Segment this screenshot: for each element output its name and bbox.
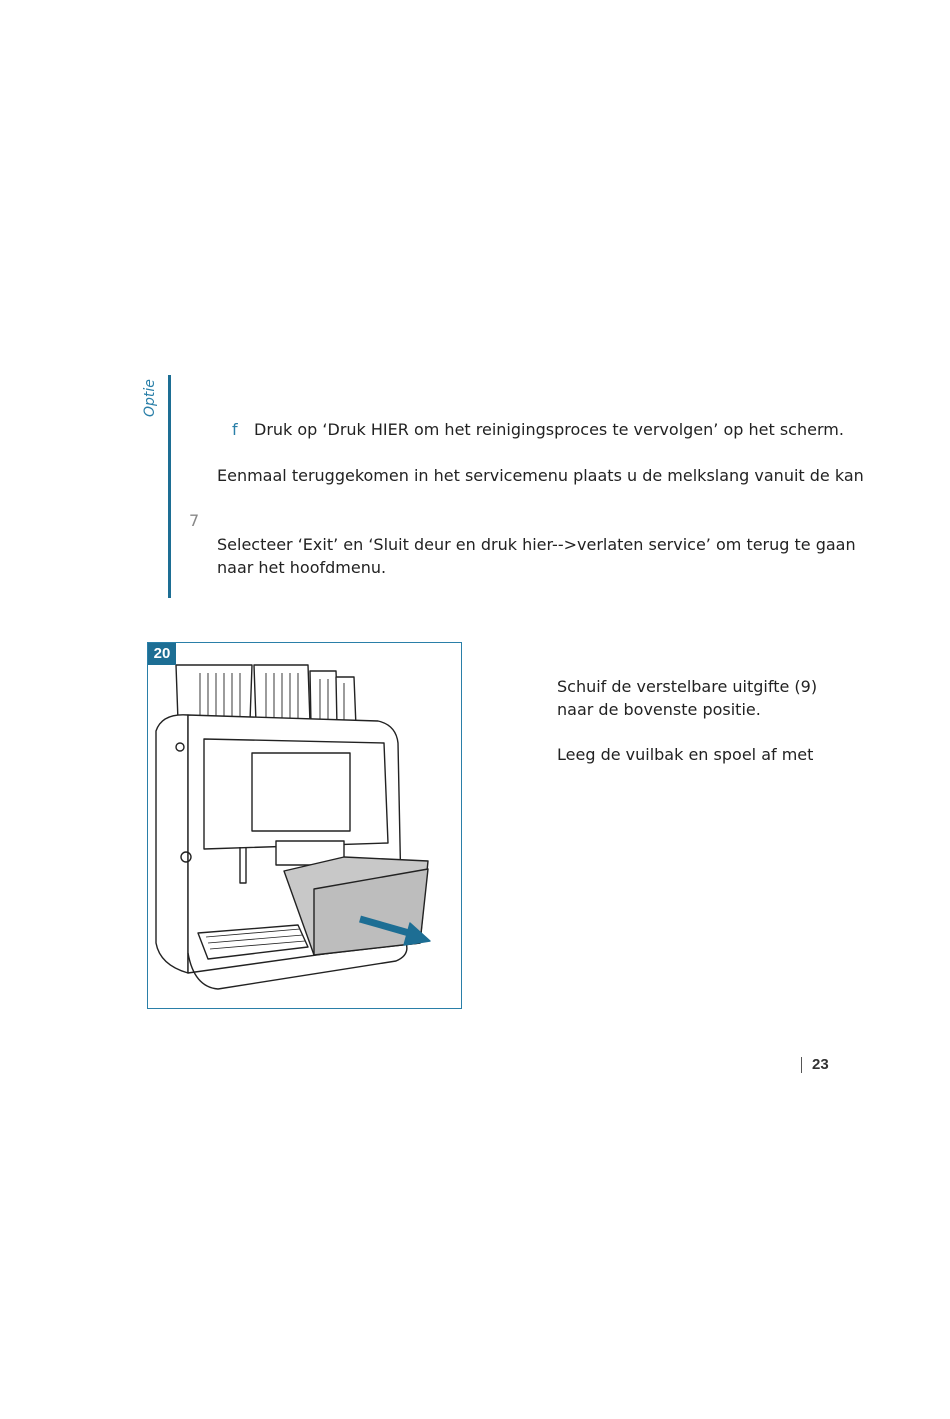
step-number-7: 7 bbox=[189, 511, 200, 530]
instruction-text-right bbox=[557, 675, 817, 766]
paragraph-exit-line-1: Selecteer ‘Exit’ en ‘Sluit deur en druk hier-->verlaten service’ om terug te gaan bbox=[217, 535, 856, 554]
page-number bbox=[801, 1056, 829, 1073]
step-f bbox=[232, 420, 844, 439]
paragraph-exit-line-2: naar het hoofdmenu. bbox=[217, 558, 387, 577]
side-rule bbox=[168, 375, 171, 598]
page-number-divider bbox=[801, 1057, 802, 1073]
step-f-letter: f bbox=[232, 420, 238, 439]
figure-coffee-machine bbox=[147, 642, 462, 1009]
paragraph-return-service-menu: Eenmaal teruggekomen in het servicemenu plaats u de melkslang vanuit de kan bbox=[217, 466, 864, 485]
instruction-line-3: Leeg de vuilbak en spoel af met bbox=[557, 745, 814, 764]
coffee-machine-illustration bbox=[148, 643, 461, 1008]
figure-number: 20 bbox=[148, 643, 176, 665]
step-f-text: Druk op ‘Druk HIER om het reinigingsproces te vervolgen’ op het scherm. bbox=[254, 420, 844, 439]
paragraph-exit-service bbox=[217, 533, 856, 579]
spacer bbox=[557, 721, 817, 743]
instruction-line-1: Schuif de verstelbare uitgifte (9) bbox=[557, 677, 818, 696]
instruction-line-2: naar de bovenste positie. bbox=[557, 700, 761, 719]
side-tab-label: Optie bbox=[142, 379, 158, 417]
side-tab bbox=[142, 372, 170, 598]
page-number-text: 23 bbox=[812, 1056, 829, 1073]
